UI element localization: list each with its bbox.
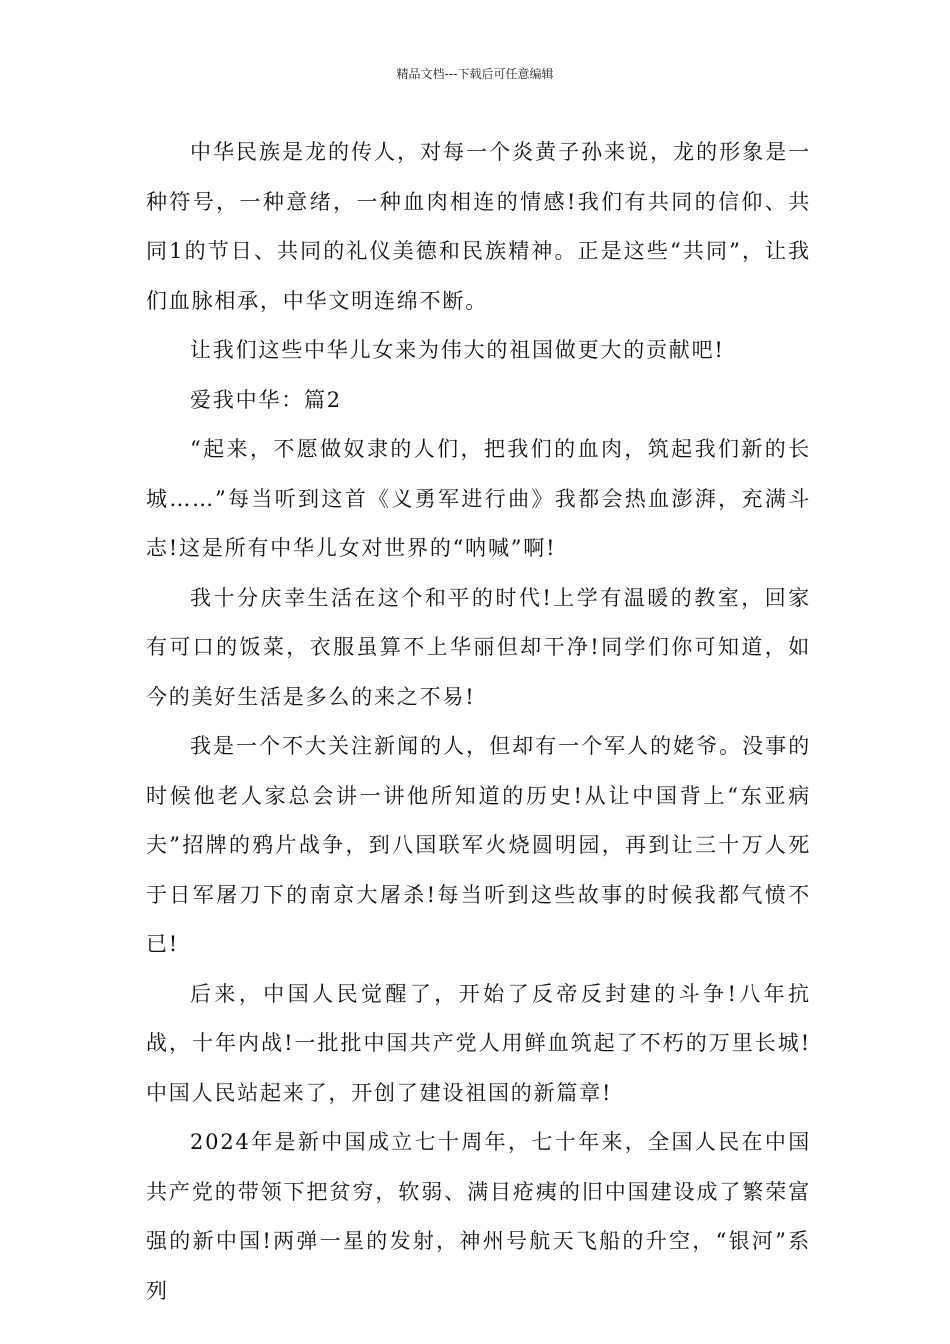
paragraph: 我是一个不大关注新闻的人，但却有一个军人的姥爷。没事的时候他老人家总会讲一讲他所知道的历史!从让中国背上“东亚病夫”招牌的鸦片战争，到八国联军火烧圆明园，再到让三十万人死于日军屠刀下的南京大屠杀!每当听到这些故事的时候我都气愤不已! [146,734,811,956]
page-header: 精品文档---下载后可任意编辑 [396,67,554,81]
paragraph: 中华民族是龙的传人，对每一个炎黄子孙来说，龙的形象是一种符号，一种意绪，一种血肉相连的情感!我们有共同的信仰、共同1的节日、共同的礼仪美德和民族精神。正是这些“共同”，让我们血脉相承，中华文明连绵不断。 [146,140,811,313]
section-heading: 爱我中华：篇2 [190,387,342,412]
paragraph: 2024年是新中国成立七十周年，七十年来，全国人民在中国共产党的带领下把贫穷，软弱、满目疮痍的旧中国建设成了繁荣富强的新中国!两弹一星的发射，神州号航天飞船的升空，“银河”系列 [146,1130,811,1303]
paragraph: 让我们这些中华儿女来为伟大的祖国做更大的贡献吧! [190,338,725,362]
article-body [146,128,811,1316]
paragraph: “起来，不愿做奴隶的人们，把我们的血肉，筑起我们新的长城……”每当听到这首《义勇军进行曲》我都会热血澎湃，充满斗志!这是所有中华儿女对世界的“呐喊”啊! [146,437,811,560]
paragraph: 我十分庆幸生活在这个和平的时代!上学有温暖的教室，回家有可口的饭菜，衣服虽算不上华丽但却干净!同学们你可知道，如今的美好生活是多么的来之不易! [146,585,811,709]
paragraph: 后来，中国人民觉醒了，开始了反帝反封建的斗争!八年抗战，十年内战!一批批中国共产党人用鲜血筑起了不朽的万里长城!中国人民站起来了，开创了建设祖国的新篇章! [146,981,811,1105]
